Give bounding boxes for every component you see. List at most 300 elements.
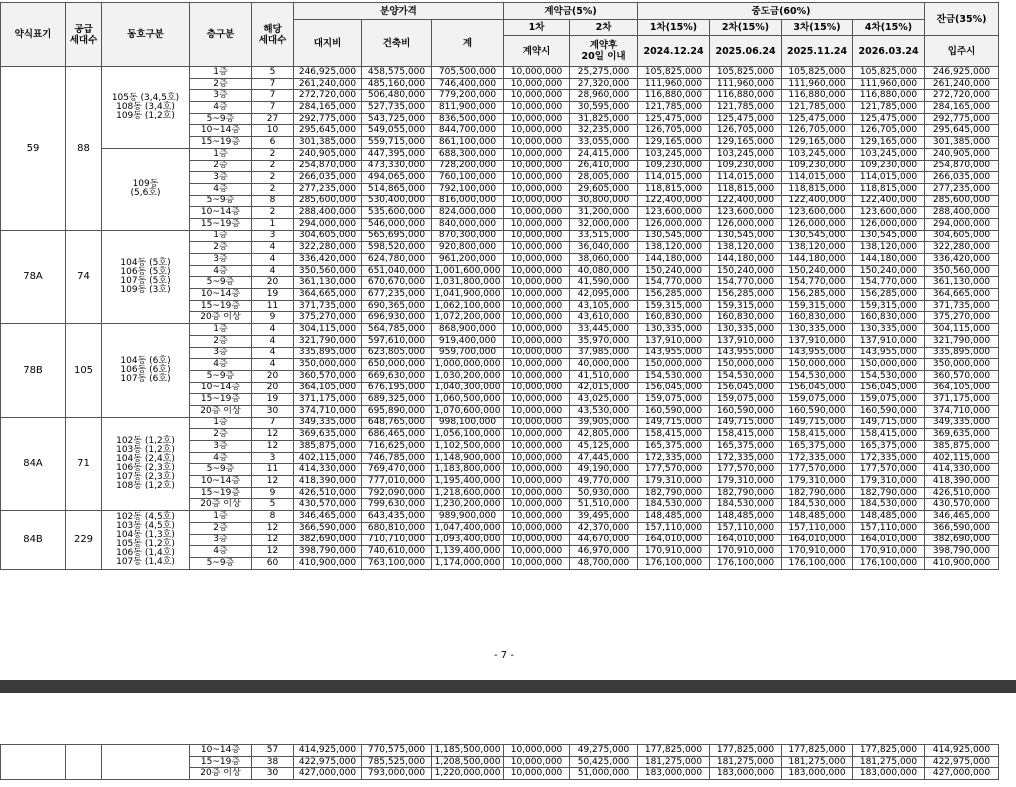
floor: 4층 xyxy=(190,183,252,195)
land-price: 304,605,000 xyxy=(294,230,362,242)
building-price: 686,465,000 xyxy=(362,429,432,441)
deposit-1: 10,000,000 xyxy=(504,230,570,242)
units: 4 xyxy=(252,265,294,277)
total-price: 1,031,800,000 xyxy=(432,277,504,289)
header-deposit-2: 2차 xyxy=(570,20,638,36)
units: 19 xyxy=(252,394,294,406)
deposit-2: 43,025,000 xyxy=(570,394,638,406)
deposit-2: 33,055,000 xyxy=(570,137,638,149)
mid-3: 177,825,000 xyxy=(782,745,853,757)
mid-2: 126,705,000 xyxy=(710,125,782,137)
deposit-2: 44,670,000 xyxy=(570,534,638,546)
mid-1: 138,120,000 xyxy=(638,242,710,254)
mid-4: 148,485,000 xyxy=(853,511,925,523)
deposit-1: 10,000,000 xyxy=(504,218,570,230)
deposit-2: 32,000,000 xyxy=(570,218,638,230)
deposit-2: 50,425,000 xyxy=(570,756,638,768)
mid-2: 121,785,000 xyxy=(710,102,782,114)
land-price: 261,240,000 xyxy=(294,78,362,90)
land-price: 240,905,000 xyxy=(294,148,362,160)
land-price: 266,035,000 xyxy=(294,172,362,184)
header-deposit: 계약금(5%) xyxy=(504,3,638,20)
mid-1: 181,275,000 xyxy=(638,756,710,768)
floor: 4층 xyxy=(190,102,252,114)
deposit-1: 10,000,000 xyxy=(504,546,570,558)
land-price: 288,400,000 xyxy=(294,207,362,219)
mid-2: 149,715,000 xyxy=(710,417,782,429)
header-mid-2-date: 2025.06.24 xyxy=(710,36,782,67)
balance: 375,270,000 xyxy=(925,312,999,324)
units: 57 xyxy=(252,745,294,757)
dong-ho-group: 105동 (3,4,5호) 108동 (3,4호) 109동 (1,2호) xyxy=(102,67,190,149)
mid-3: 150,000,000 xyxy=(782,359,853,371)
deposit-2: 31,200,000 xyxy=(570,207,638,219)
units: 4 xyxy=(252,335,294,347)
mid-4: 160,590,000 xyxy=(853,405,925,417)
dong-ho-group: 104동 (5호) 106동 (5호) 107동 (5호) 109동 (3호) xyxy=(102,230,190,324)
deposit-2: 50,930,000 xyxy=(570,487,638,499)
mid-1: 126,000,000 xyxy=(638,218,710,230)
units: 7 xyxy=(252,90,294,102)
table-row xyxy=(1,417,1016,429)
unit-type: 78B xyxy=(1,324,66,418)
units: 11 xyxy=(252,464,294,476)
header-sale-price: 분양가격 xyxy=(294,3,504,20)
floor: 5~9층 xyxy=(190,370,252,382)
mid-4: 177,570,000 xyxy=(853,464,925,476)
floor: 10~14층 xyxy=(190,289,252,301)
land-price: 364,665,000 xyxy=(294,289,362,301)
deposit-2: 42,370,000 xyxy=(570,522,638,534)
deposit-2: 41,590,000 xyxy=(570,277,638,289)
mid-3: 184,530,000 xyxy=(782,499,853,511)
mid-2: 165,375,000 xyxy=(710,441,782,453)
building-price: 447,395,000 xyxy=(362,148,432,160)
units: 3 xyxy=(252,230,294,242)
mid-2: 144,180,000 xyxy=(710,254,782,266)
floor: 20층 이상 xyxy=(190,499,252,511)
building-price: 792,090,000 xyxy=(362,487,432,499)
total-price: 919,400,000 xyxy=(432,335,504,347)
mid-1: 116,880,000 xyxy=(638,90,710,102)
mid-2: 181,275,000 xyxy=(710,756,782,768)
floor: 1층 xyxy=(190,67,252,79)
total-price: 861,100,000 xyxy=(432,137,504,149)
mid-2: 182,790,000 xyxy=(710,487,782,499)
supply-units: 71 xyxy=(66,417,102,511)
mid-2: 103,245,000 xyxy=(710,148,782,160)
units: 12 xyxy=(252,546,294,558)
header-deposit-1: 1차 xyxy=(504,20,570,36)
land-price: 426,510,000 xyxy=(294,487,362,499)
total-price: 1,218,600,000 xyxy=(432,487,504,499)
mid-1: 111,960,000 xyxy=(638,78,710,90)
mid-3: 143,955,000 xyxy=(782,347,853,359)
supply-units: 74 xyxy=(66,230,102,324)
mid-3: 126,705,000 xyxy=(782,125,853,137)
balance: 336,420,000 xyxy=(925,254,999,266)
building-price: 669,630,000 xyxy=(362,370,432,382)
mid-3: 159,315,000 xyxy=(782,300,853,312)
mid-1: 126,705,000 xyxy=(638,125,710,137)
deposit-1: 10,000,000 xyxy=(504,148,570,160)
balance: 254,870,000 xyxy=(925,160,999,172)
total-price: 870,300,000 xyxy=(432,230,504,242)
units: 10 xyxy=(252,125,294,137)
total-price: 792,100,000 xyxy=(432,183,504,195)
deposit-2: 51,000,000 xyxy=(570,768,638,780)
land-price: 277,235,000 xyxy=(294,183,362,195)
balance: 246,925,000 xyxy=(925,67,999,79)
balance: 430,570,000 xyxy=(925,499,999,511)
building-price: 530,400,000 xyxy=(362,195,432,207)
mid-3: 121,785,000 xyxy=(782,102,853,114)
floor: 10~14층 xyxy=(190,125,252,137)
mid-2: 176,100,000 xyxy=(710,557,782,569)
units: 3 xyxy=(252,452,294,464)
total-price: 1,174,000,000 xyxy=(432,557,504,569)
header-mid-1: 1차(15%) xyxy=(638,20,710,36)
mid-2: 154,770,000 xyxy=(710,277,782,289)
deposit-2: 30,800,000 xyxy=(570,195,638,207)
header-mid-4-date: 2026.03.24 xyxy=(853,36,925,67)
deposit-1: 10,000,000 xyxy=(504,405,570,417)
balance: 366,590,000 xyxy=(925,522,999,534)
land-price: 369,635,000 xyxy=(294,429,362,441)
mid-4: 156,045,000 xyxy=(853,382,925,394)
mid-4: 123,600,000 xyxy=(853,207,925,219)
deposit-1: 10,000,000 xyxy=(504,172,570,184)
units: 2 xyxy=(252,160,294,172)
mid-1: 159,315,000 xyxy=(638,300,710,312)
floor: 1층 xyxy=(190,417,252,429)
mid-4: 118,815,000 xyxy=(853,183,925,195)
land-price: 284,165,000 xyxy=(294,102,362,114)
total-price: 1,060,500,000 xyxy=(432,394,504,406)
mid-1: 105,825,000 xyxy=(638,67,710,79)
deposit-1: 10,000,000 xyxy=(504,137,570,149)
balance: 292,775,000 xyxy=(925,113,999,125)
deposit-2: 38,060,000 xyxy=(570,254,638,266)
mid-4: 164,010,000 xyxy=(853,534,925,546)
deposit-1: 10,000,000 xyxy=(504,277,570,289)
dong-ho-group: 102동 (1,2호) 103동 (1,2호) 104동 (2,4호) 106동 (2,3호) 107동 (2,3호) 108동 (1,2호) xyxy=(102,417,190,511)
balance: 285,600,000 xyxy=(925,195,999,207)
units: 60 xyxy=(252,557,294,569)
mid-4: 170,910,000 xyxy=(853,546,925,558)
total-price: 1,208,500,000 xyxy=(432,756,504,768)
mid-1: 103,245,000 xyxy=(638,148,710,160)
mid-4: 157,110,000 xyxy=(853,522,925,534)
mid-2: 150,240,000 xyxy=(710,265,782,277)
units: 6 xyxy=(252,137,294,149)
mid-3: 122,400,000 xyxy=(782,195,853,207)
mid-1: 150,000,000 xyxy=(638,359,710,371)
mid-2: 143,955,000 xyxy=(710,347,782,359)
price-table-body xyxy=(1,67,1016,570)
header-balance: 잔금(35%) xyxy=(925,3,999,36)
deposit-2: 48,700,000 xyxy=(570,557,638,569)
mid-2: 184,530,000 xyxy=(710,499,782,511)
deposit-1: 10,000,000 xyxy=(504,102,570,114)
mid-3: 126,000,000 xyxy=(782,218,853,230)
mid-1: 182,790,000 xyxy=(638,487,710,499)
floor: 10~14층 xyxy=(190,745,252,757)
mid-3: 103,245,000 xyxy=(782,148,853,160)
deposit-1: 10,000,000 xyxy=(504,67,570,79)
floor: 3층 xyxy=(190,172,252,184)
land-price: 430,570,000 xyxy=(294,499,362,511)
balance: 382,690,000 xyxy=(925,534,999,546)
mid-3: 116,880,000 xyxy=(782,90,853,102)
floor: 15~19층 xyxy=(190,218,252,230)
mid-1: 149,715,000 xyxy=(638,417,710,429)
land-price: 410,900,000 xyxy=(294,557,362,569)
total-price: 811,900,000 xyxy=(432,102,504,114)
mid-3: 105,825,000 xyxy=(782,67,853,79)
mid-2: 177,570,000 xyxy=(710,464,782,476)
land-price: 295,645,000 xyxy=(294,125,362,137)
header-land: 대지비 xyxy=(294,20,362,67)
empty-cell xyxy=(102,745,190,780)
total-price: 1,220,000,000 xyxy=(432,768,504,780)
mid-4: 150,000,000 xyxy=(853,359,925,371)
deposit-2: 39,905,000 xyxy=(570,417,638,429)
header-mid-3-date: 2025.11.24 xyxy=(782,36,853,67)
mid-1: 164,010,000 xyxy=(638,534,710,546)
building-price: 623,805,000 xyxy=(362,347,432,359)
deposit-1: 10,000,000 xyxy=(504,756,570,768)
mid-1: 118,815,000 xyxy=(638,183,710,195)
balance: 402,115,000 xyxy=(925,452,999,464)
balance: 321,790,000 xyxy=(925,335,999,347)
deposit-2: 42,015,000 xyxy=(570,382,638,394)
total-price: 1,047,400,000 xyxy=(432,522,504,534)
table-row xyxy=(1,230,1016,242)
deposit-2: 32,235,000 xyxy=(570,125,638,137)
building-price: 680,810,000 xyxy=(362,522,432,534)
total-price: 1,000,000,000 xyxy=(432,359,504,371)
building-price: 527,735,000 xyxy=(362,102,432,114)
mid-3: 177,570,000 xyxy=(782,464,853,476)
building-price: 799,630,000 xyxy=(362,499,432,511)
mid-3: 148,485,000 xyxy=(782,511,853,523)
total-price: 998,100,000 xyxy=(432,417,504,429)
floor: 4층 xyxy=(190,452,252,464)
deposit-2: 30,595,000 xyxy=(570,102,638,114)
deposit-1: 10,000,000 xyxy=(504,335,570,347)
land-price: 371,175,000 xyxy=(294,394,362,406)
building-price: 763,100,000 xyxy=(362,557,432,569)
mid-1: 130,545,000 xyxy=(638,230,710,242)
header-deposit-2-when: 계약후 20일 이내 xyxy=(570,36,638,67)
mid-1: 165,375,000 xyxy=(638,441,710,453)
land-price: 382,690,000 xyxy=(294,534,362,546)
supply-units: 229 xyxy=(66,511,102,569)
total-price: 1,040,300,000 xyxy=(432,382,504,394)
land-price: 422,975,000 xyxy=(294,756,362,768)
deposit-1: 10,000,000 xyxy=(504,429,570,441)
deposit-1: 10,000,000 xyxy=(504,125,570,137)
total-price: 1,072,200,000 xyxy=(432,312,504,324)
building-price: 543,725,000 xyxy=(362,113,432,125)
units: 2 xyxy=(252,172,294,184)
floor: 3층 xyxy=(190,254,252,266)
building-price: 695,890,000 xyxy=(362,405,432,417)
land-price: 361,130,000 xyxy=(294,277,362,289)
deposit-1: 10,000,000 xyxy=(504,183,570,195)
balance: 301,385,000 xyxy=(925,137,999,149)
price-table xyxy=(0,2,1016,570)
deposit-2: 43,105,000 xyxy=(570,300,638,312)
mid-3: 179,310,000 xyxy=(782,476,853,488)
mid-4: 109,230,000 xyxy=(853,160,925,172)
total-price: 1,102,500,000 xyxy=(432,441,504,453)
units: 12 xyxy=(252,441,294,453)
land-price: 350,560,000 xyxy=(294,265,362,277)
mid-4: 116,880,000 xyxy=(853,90,925,102)
balance: 350,000,000 xyxy=(925,359,999,371)
mid-2: 125,475,000 xyxy=(710,113,782,125)
land-price: 398,790,000 xyxy=(294,546,362,558)
mid-2: 170,910,000 xyxy=(710,546,782,558)
balance: 369,635,000 xyxy=(925,429,999,441)
floor: 15~19층 xyxy=(190,137,252,149)
header-mid-2: 2차(15%) xyxy=(710,20,782,36)
floor: 2층 xyxy=(190,429,252,441)
floor: 1층 xyxy=(190,148,252,160)
mid-4: 143,955,000 xyxy=(853,347,925,359)
mid-2: 126,000,000 xyxy=(710,218,782,230)
building-price: 559,715,000 xyxy=(362,137,432,149)
total-price: 728,200,000 xyxy=(432,160,504,172)
mid-1: 172,335,000 xyxy=(638,452,710,464)
units: 1 xyxy=(252,218,294,230)
floor: 5~9층 xyxy=(190,557,252,569)
table-row xyxy=(1,67,1016,79)
mid-4: 138,120,000 xyxy=(853,242,925,254)
units: 20 xyxy=(252,277,294,289)
mid-3: 118,815,000 xyxy=(782,183,853,195)
balance: 322,280,000 xyxy=(925,242,999,254)
deposit-2: 28,960,000 xyxy=(570,90,638,102)
header-total: 계 xyxy=(432,20,504,67)
units: 4 xyxy=(252,347,294,359)
deposit-1: 10,000,000 xyxy=(504,359,570,371)
mid-3: 130,545,000 xyxy=(782,230,853,242)
deposit-1: 10,000,000 xyxy=(504,511,570,523)
total-price: 1,185,500,000 xyxy=(432,745,504,757)
building-price: 494,065,000 xyxy=(362,172,432,184)
balance: 364,105,000 xyxy=(925,382,999,394)
mid-3: 181,275,000 xyxy=(782,756,853,768)
deposit-2: 24,415,000 xyxy=(570,148,638,160)
floor: 20층 이상 xyxy=(190,405,252,417)
units: 30 xyxy=(252,405,294,417)
mid-3: 159,075,000 xyxy=(782,394,853,406)
total-price: 824,000,000 xyxy=(432,207,504,219)
building-price: 793,000,000 xyxy=(362,768,432,780)
total-price: 746,400,000 xyxy=(432,78,504,90)
mid-4: 165,375,000 xyxy=(853,441,925,453)
total-price: 1,195,400,000 xyxy=(432,476,504,488)
mid-1: 184,530,000 xyxy=(638,499,710,511)
balance: 414,330,000 xyxy=(925,464,999,476)
total-price: 705,500,000 xyxy=(432,67,504,79)
mid-1: 150,240,000 xyxy=(638,265,710,277)
deposit-1: 10,000,000 xyxy=(504,441,570,453)
balance: 385,875,000 xyxy=(925,441,999,453)
balance: 426,510,000 xyxy=(925,487,999,499)
mid-1: 177,570,000 xyxy=(638,464,710,476)
mid-2: 154,530,000 xyxy=(710,370,782,382)
mid-1: 179,310,000 xyxy=(638,476,710,488)
mid-2: 118,815,000 xyxy=(710,183,782,195)
total-price: 779,200,000 xyxy=(432,90,504,102)
mid-2: 116,880,000 xyxy=(710,90,782,102)
mid-2: 137,910,000 xyxy=(710,335,782,347)
land-price: 371,735,000 xyxy=(294,300,362,312)
floor: 2층 xyxy=(190,522,252,534)
deposit-2: 47,445,000 xyxy=(570,452,638,464)
table-row xyxy=(1,745,1016,757)
building-price: 535,600,000 xyxy=(362,207,432,219)
land-price: 301,385,000 xyxy=(294,137,362,149)
total-price: 920,800,000 xyxy=(432,242,504,254)
mid-1: 144,180,000 xyxy=(638,254,710,266)
units: 12 xyxy=(252,476,294,488)
mid-2: 156,285,000 xyxy=(710,289,782,301)
mid-4: 126,705,000 xyxy=(853,125,925,137)
land-price: 375,270,000 xyxy=(294,312,362,324)
deposit-2: 49,770,000 xyxy=(570,476,638,488)
building-price: 677,235,000 xyxy=(362,289,432,301)
header-dongho: 동호구분 xyxy=(102,3,190,67)
page-separator xyxy=(0,680,1016,693)
land-price: 414,925,000 xyxy=(294,745,362,757)
land-price: 292,775,000 xyxy=(294,113,362,125)
balance: 335,895,000 xyxy=(925,347,999,359)
floor: 5~9층 xyxy=(190,113,252,125)
total-price: 688,300,000 xyxy=(432,148,504,160)
mid-2: 177,825,000 xyxy=(710,745,782,757)
deposit-1: 10,000,000 xyxy=(504,534,570,546)
deposit-1: 10,000,000 xyxy=(504,113,570,125)
mid-3: 144,180,000 xyxy=(782,254,853,266)
deposit-1: 10,000,000 xyxy=(504,476,570,488)
total-price: 989,900,000 xyxy=(432,511,504,523)
deposit-1: 10,000,000 xyxy=(504,487,570,499)
price-table-header xyxy=(1,3,1016,67)
mid-3: 160,590,000 xyxy=(782,405,853,417)
building-price: 716,625,000 xyxy=(362,441,432,453)
deposit-1: 10,000,000 xyxy=(504,499,570,511)
total-price: 1,041,900,000 xyxy=(432,289,504,301)
floor: 15~19층 xyxy=(190,300,252,312)
balance: 427,000,000 xyxy=(925,768,999,780)
mid-1: 154,770,000 xyxy=(638,277,710,289)
header-units: 해당 세대수 xyxy=(252,3,294,67)
units: 4 xyxy=(252,359,294,371)
floor: 2층 xyxy=(190,160,252,172)
mid-3: 156,285,000 xyxy=(782,289,853,301)
mid-1: 159,075,000 xyxy=(638,394,710,406)
building-price: 598,520,000 xyxy=(362,242,432,254)
floor: 3층 xyxy=(190,347,252,359)
units: 5 xyxy=(252,499,294,511)
header-supply-units: 공급 세대수 xyxy=(66,3,102,67)
land-price: 349,335,000 xyxy=(294,417,362,429)
